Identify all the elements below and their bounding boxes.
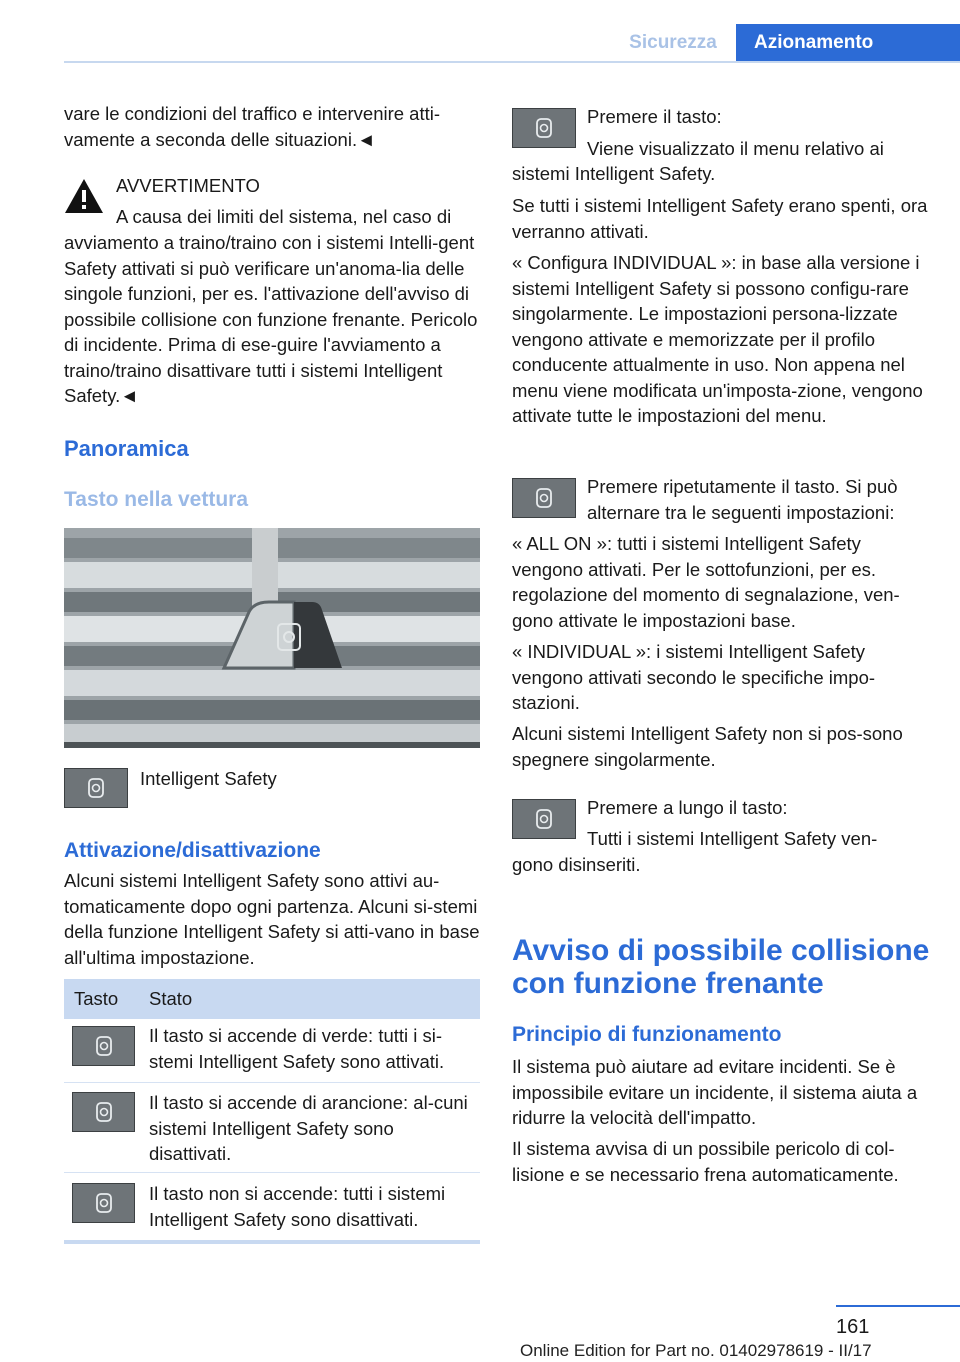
intro-text: vare le condizioni del traffico e intervenire atti-vamente a seconda delle situazioni.◄ (64, 103, 441, 150)
repeat-text: Premere ripetutamente il tasto. Si può alternare tra le seguenti impostazioni: (587, 476, 898, 523)
table-header-tasto: Tasto (74, 988, 119, 1009)
heading-panoramica: Panoramica (64, 436, 189, 461)
all-off-text: Se tutti i sistemi Intelligent Safety erano spenti, ora verranno attivati. (512, 195, 928, 242)
config-individual-text: « Configura INDIVIDUAL »: in base alla versione i sistemi Intelligent Safety si possono configu-rare singolarmente. Le impostazioni persona-lizzate vengono attivate e memorizzate per il profilo conducente attualmente in uso. Non appena nel menu viene modificata un'imposta-zione, vengono attivate tutte le impostazioni del menu. (512, 252, 923, 426)
header-section-label: Sicurezza (629, 32, 717, 53)
intelligent-safety-icon (85, 777, 107, 799)
header-active-tab: Azionamento (736, 24, 960, 62)
page-number: 161 (836, 1316, 870, 1338)
table-row-3-button-icon (72, 1183, 135, 1223)
warning-text-first: A causa dei limiti del sistema, nel caso di (116, 206, 452, 227)
principle-text-2: Il sistema avvisa di un possibile pericolo di col-lisione e se necessario frena automaticamente. (512, 1138, 899, 1185)
press-title: Premere il tasto: (587, 106, 722, 127)
footer-accent-line (836, 1305, 960, 1307)
heading-principio: Principio di funzionamento (512, 1023, 782, 1046)
principle-text-1: Il sistema può aiutare ad evitare incidenti. Se è impossibile evitare un incidente, il sistema aiuta a ridurre la velocità dell'impatto. (512, 1056, 918, 1128)
table-header-row (64, 979, 480, 1019)
long-press-title: Premere a lungo il tasto: (587, 797, 788, 818)
intelligent-safety-icon (93, 1192, 115, 1214)
intelligent-safety-icon (533, 808, 555, 830)
heading-attivazione: Attivazione/disattivazione (64, 839, 321, 862)
intelligent-safety-icon (93, 1101, 115, 1123)
activation-text: Alcuni sistemi Intelligent Safety sono attivi au-tomaticamente dopo ogni partenza. Alcuni si-stemi della funzione Intelligent Safety si atti-vano in base all'ultima impostazione. (64, 870, 480, 968)
table-row-3-text: Il tasto non si accende: tutti i sistemi Intelligent Safety sono disattivati. (149, 1183, 446, 1230)
table-row-separator (64, 1172, 480, 1173)
table-bottom-border (64, 1240, 480, 1244)
button-caption: Intelligent Safety (140, 768, 277, 789)
long-press-button-icon (512, 799, 576, 839)
all-on-text: « ALL ON »: tutti i sistemi Intelligent Safety vengono attivati. Per le sottofunzioni, per es. regolazione del momento di segnalazione, ven-gono attivate le impostazioni base. (512, 533, 900, 631)
intelligent-safety-icon (533, 487, 555, 509)
table-row-2-text: Il tasto si accende di arancione: al-cuni sistemi Intelligent Safety sono disattivati. (149, 1092, 468, 1164)
intelligent-safety-button-icon (64, 768, 128, 808)
warning-text: avviamento a traino/traino con i sistemi Intelli-gent Safety attivati si può verificare un'anoma-lia delle singole funzioni, per es. l'attivazione dell'avviso di possibile collisione con funzione frenante. Pericolo di incidente. Prima di ese-guire l'avviamento a traino/traino disattivare tutti i sistemi Intelligent Safety.◄ (64, 232, 478, 406)
warning-title: AVVERTIMENTO (116, 175, 260, 196)
long-press-text-rest: gono disinseriti. (512, 854, 641, 875)
warning-triangle-icon (64, 178, 104, 214)
table-row-2-button-icon (72, 1092, 135, 1132)
edition-text: Online Edition for Part no. 01402978619 - II/17 (520, 1341, 872, 1360)
intelligent-safety-icon (93, 1035, 115, 1057)
intelligent-safety-icon (533, 117, 555, 139)
repeat-button-icon (512, 478, 576, 518)
heading-tasto-vettura: Tasto nella vettura (64, 488, 248, 511)
table-row-1-text: Il tasto si accende di verde: tutti i si-stemi Intelligent Safety sono attivati. (149, 1025, 445, 1072)
press-text-first: Viene visualizzato il menu relativo ai (587, 138, 884, 159)
heading-avviso-collisione: Avviso di possibile collisione con funzione frenante (512, 934, 930, 1000)
press-button-icon (512, 108, 576, 148)
table-row-1-button-icon (72, 1026, 135, 1066)
individual-text: « INDIVIDUAL »: i sistemi Intelligent Safety vengono attivati secondo le specifiche impo-stazioni. (512, 641, 876, 713)
long-press-text-first: Tutti i sistemi Intelligent Safety ven- (587, 828, 878, 849)
table-row-separator (64, 1082, 480, 1083)
table-header-stato: Stato (149, 988, 193, 1009)
car-button-photo (64, 528, 480, 748)
header-divider (64, 61, 960, 63)
press-text-rest: sistemi Intelligent Safety. (512, 163, 716, 184)
some-systems-text: Alcuni sistemi Intelligent Safety non si pos-sono spegnere singolarmente. (512, 723, 903, 770)
